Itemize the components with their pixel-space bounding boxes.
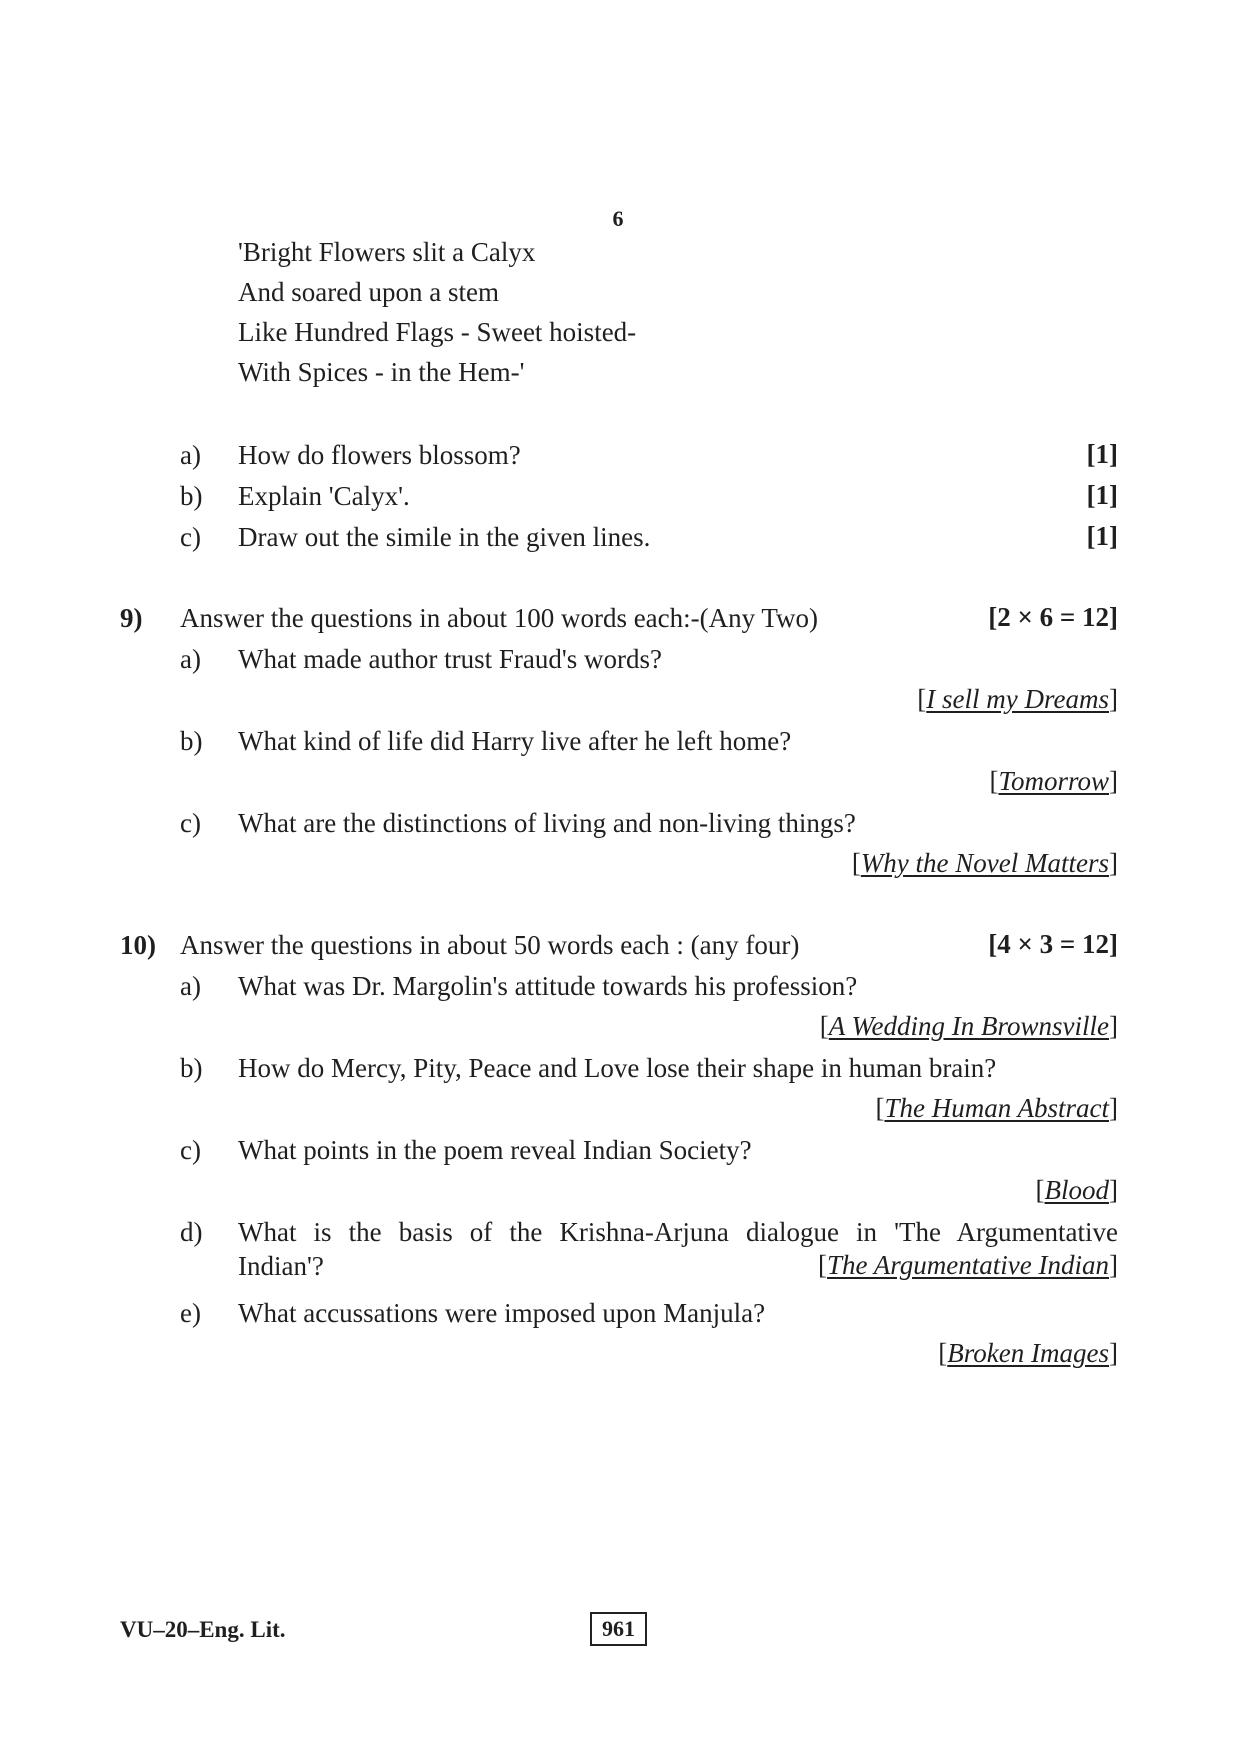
source-reference: [Broken Images]	[938, 1338, 1118, 1368]
source-reference: [Why the Novel Matters]	[851, 848, 1118, 878]
poem-line: 'Bright Flowers slit a Calyx	[238, 237, 536, 267]
question-text: What kind of life did Harry live after he left home?	[238, 726, 792, 756]
marks-label: [1]	[1086, 439, 1118, 469]
poem-line: Like Hundred Flags - Sweet hoisted-	[238, 317, 637, 347]
marks-label: [1]	[1086, 480, 1118, 510]
marks-label: [2 × 6 = 12]	[988, 602, 1118, 632]
source-title: The Human Abstract	[884, 1093, 1109, 1123]
part-label: c)	[180, 522, 201, 552]
source-reference: [I sell my Dreams]	[917, 684, 1118, 714]
poem-line: And soared upon a stem	[238, 277, 499, 307]
footer-paper-code: VU–20–Eng. Lit.	[120, 1617, 286, 1642]
question-number: 10)	[120, 930, 156, 960]
poem-line: With Spices - in the Hem-'	[238, 357, 525, 387]
part-label: c)	[180, 1135, 201, 1165]
question-text: Draw out the simile in the given lines.	[238, 522, 651, 552]
question-text: What made author trust Fraud's words?	[238, 644, 663, 674]
question-text: Answer the questions in about 100 words each:-(Any Two)	[180, 603, 818, 633]
part-label: a)	[180, 644, 201, 674]
footer-page-box: 961	[590, 1612, 647, 1646]
part-label: c)	[180, 808, 201, 838]
source-reference: [Blood]	[1035, 1175, 1118, 1205]
part-label: b)	[180, 1053, 203, 1083]
source-title: Blood	[1044, 1175, 1109, 1205]
part-label: a)	[180, 440, 201, 470]
source-title: Tomorrow	[998, 766, 1109, 796]
question-number: 9)	[120, 603, 143, 633]
page-number: 6	[612, 206, 624, 231]
source-title: I sell my Dreams	[926, 684, 1109, 714]
part-label: e)	[180, 1298, 201, 1328]
part-label: d)	[180, 1217, 203, 1247]
question-text: What is the basis of the Krishna-Arjuna dialogue in 'The Argumentative	[238, 1217, 1118, 1247]
marks-label: [4 × 3 = 12]	[988, 929, 1118, 959]
source-title: Broken Images	[947, 1338, 1109, 1368]
marks-label: [1]	[1086, 521, 1118, 551]
question-text: What are the distinctions of living and non-living things?	[238, 808, 856, 838]
question-text: Explain 'Calyx'.	[238, 481, 410, 511]
question-text: What accussations were imposed upon Manjula?	[238, 1298, 766, 1328]
part-label: b)	[180, 726, 203, 756]
source-reference: [A Wedding In Brownsville]	[819, 1011, 1118, 1041]
question-text-continued: Indian'?	[238, 1251, 324, 1281]
part-label: b)	[180, 481, 203, 511]
question-text: Answer the questions in about 50 words each : (any four)	[180, 930, 800, 960]
source-reference: [Tomorrow]	[989, 766, 1118, 796]
source-reference: [The Argumentative Indian]	[818, 1250, 1118, 1280]
question-text: How do flowers blossom?	[238, 440, 521, 470]
question-text: What points in the poem reveal Indian Society?	[238, 1135, 752, 1165]
source-title: Why the Novel Matters	[860, 848, 1109, 878]
question-text: How do Mercy, Pity, Peace and Love lose their shape in human brain?	[238, 1053, 997, 1083]
question-text: What was Dr. Margolin's attitude towards his profession?	[238, 971, 858, 1001]
source-title: A Wedding In Brownsville	[828, 1011, 1109, 1041]
source-title: The Argumentative Indian	[827, 1250, 1109, 1280]
source-reference: [The Human Abstract]	[875, 1093, 1118, 1123]
part-label: a)	[180, 971, 201, 1001]
